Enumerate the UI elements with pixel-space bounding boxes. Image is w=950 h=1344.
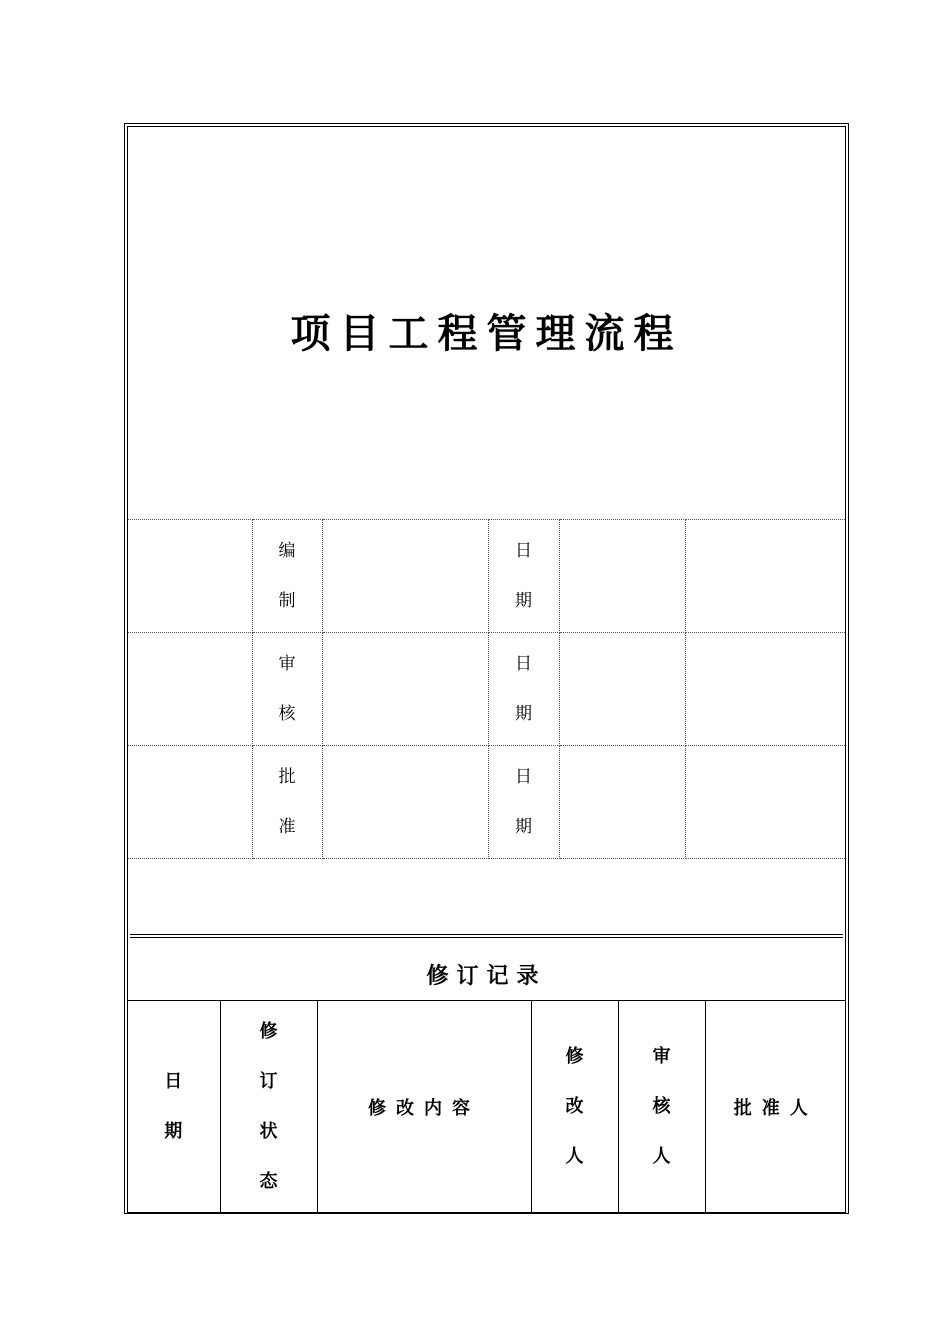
signoff-blank-cell bbox=[128, 633, 252, 746]
signoff-blank-cell bbox=[685, 746, 845, 859]
signoff-date-label: 日 期 bbox=[488, 520, 559, 633]
signoff-date-field[interactable] bbox=[559, 633, 685, 746]
signoff-blank-cell bbox=[128, 746, 252, 859]
section-divider bbox=[130, 934, 843, 938]
document-title: 项目工程管理流程 bbox=[290, 311, 683, 357]
header-approver: 批准人 bbox=[705, 1001, 846, 1213]
signoff-date-label: 日 期 bbox=[488, 633, 559, 746]
revision-table bbox=[127, 1000, 846, 1213]
header-reviewer: 审 核 人 bbox=[618, 1001, 705, 1213]
signoff-date-label: 日 期 bbox=[488, 746, 559, 859]
signoff-role-cell: 编 制 bbox=[252, 520, 322, 633]
signoff-blank-cell bbox=[128, 520, 252, 633]
revision-title: 修订记录 bbox=[426, 964, 547, 989]
header-modifier: 修 改 人 bbox=[531, 1001, 618, 1213]
header-status: 修 订 状 态 bbox=[220, 1001, 317, 1213]
signoff-name-field[interactable] bbox=[322, 746, 488, 859]
signoff-row-review bbox=[128, 633, 845, 746]
header-content: 修改内容 bbox=[317, 1001, 531, 1213]
signoff-name-field[interactable] bbox=[322, 633, 488, 746]
signoff-date-field[interactable] bbox=[559, 746, 685, 859]
header-date: 日 期 bbox=[127, 1001, 220, 1213]
revision-header-row bbox=[127, 1001, 846, 1213]
signoff-table bbox=[128, 519, 845, 859]
signoff-role-cell: 审 核 bbox=[252, 633, 322, 746]
signoff-blank-cell bbox=[685, 633, 845, 746]
signoff-blank-cell bbox=[685, 520, 845, 633]
signoff-role-cell: 批 准 bbox=[252, 746, 322, 859]
signoff-name-field[interactable] bbox=[322, 520, 488, 633]
signoff-date-field[interactable] bbox=[559, 520, 685, 633]
signoff-row-approve bbox=[128, 746, 845, 859]
signoff-row-compile bbox=[128, 520, 845, 633]
